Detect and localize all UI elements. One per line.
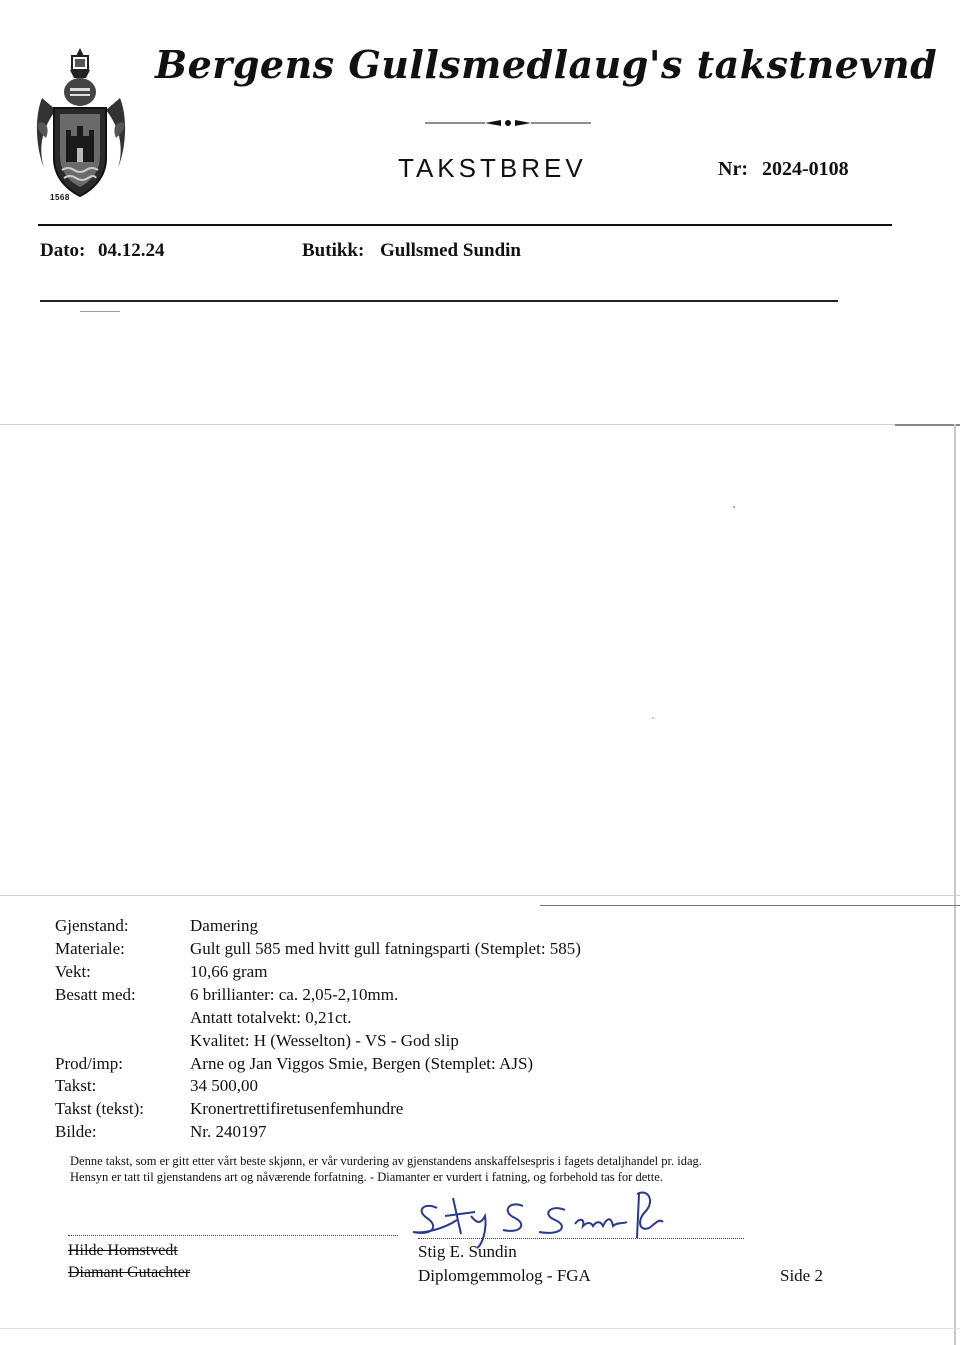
document-type: TAKSTBREV (398, 153, 587, 183)
shop-value: Gullsmed Sundin (380, 240, 521, 261)
scan-speck (652, 717, 654, 719)
number-label: Nr: (718, 158, 748, 180)
item-label: Gjenstand: (55, 916, 129, 935)
disclaimer (70, 1153, 870, 1185)
material-label: Materiale: (55, 939, 125, 958)
stones-value-line3: Kvalitet: H (Wesselton) - VS - God slip (190, 1031, 459, 1050)
weight-value: 10,66 gram (190, 962, 268, 981)
number-value: 2024-0108 (762, 158, 849, 180)
appraisal-text-value: Kronertrettifiretusenfemhundre (190, 1099, 404, 1118)
paper-fold-edge (540, 905, 960, 906)
disclaimer-line: Denne takst, som er gitt etter vårt beste skjønn, er vår vurdering av gjenstandens anskaffelsespris i fagets detaljhandel pr. idag. (70, 1154, 702, 1168)
shop-label: Butikk: (302, 240, 365, 261)
paper-fold-line (0, 424, 960, 425)
weight-label: Vekt: (55, 962, 91, 981)
signature-line-left (68, 1235, 398, 1236)
signatory-left-name: Hilde Homstvedt (68, 1242, 178, 1259)
appraisal-value: 34 500,00 (190, 1076, 258, 1095)
meta-divider (40, 300, 838, 302)
scan-mark (80, 311, 120, 312)
signatory-right-name: Stig E. Sundin (418, 1242, 517, 1261)
stones-value-line2: Antatt totalvekt: 0,21ct. (190, 1008, 352, 1027)
producer-value: Arne og Jan Viggos Smie, Bergen (Stemplet: AJS) (190, 1054, 534, 1073)
organization-title: Bergens Gullsmedlaug's takstnevnd (155, 42, 938, 87)
header-divider (38, 224, 892, 226)
crest-year: 1568 (50, 193, 70, 202)
stones-label: Besatt med: (55, 985, 136, 1004)
signatory-left-title: Diamant Gutachter (68, 1264, 191, 1281)
appraisal-label: Takst: (55, 1076, 97, 1095)
material-value: Gult gull 585 med hvitt gull fatningsparti (Stemplet: 585) (190, 939, 581, 958)
image-value: Nr. 240197 (190, 1122, 267, 1141)
ornament-divider (425, 116, 591, 130)
disclaimer-line: Hensyn er tatt til gjenstandens art og nåværende forfatning. - Diamanter er vurdert i fatning, og forbehold tas for dette. (70, 1170, 663, 1184)
date-label: Dato: (40, 240, 86, 261)
appraisal-text-label: Takst (tekst): (55, 1099, 144, 1118)
image-label: Bilde: (55, 1122, 97, 1141)
stones-value-line1: 6 brillianter: ca. 2,05-2,10mm. (190, 985, 399, 1004)
paper-right-edge (954, 424, 956, 1345)
scan-speck (733, 506, 735, 508)
page-number: Side 2 (780, 1266, 823, 1285)
coat-of-arms-icon (32, 48, 130, 206)
paper-fold-line (0, 895, 960, 896)
paper-fold-edge (895, 424, 960, 426)
paper-bottom-edge (0, 1328, 960, 1329)
date-value: 04.12.24 (98, 240, 165, 261)
item-value: Damering (190, 916, 258, 935)
handwritten-signature (405, 1188, 675, 1250)
producer-label: Prod/imp: (55, 1054, 124, 1073)
signatory-right-title: Diplomgemmolog - FGA (418, 1266, 591, 1285)
